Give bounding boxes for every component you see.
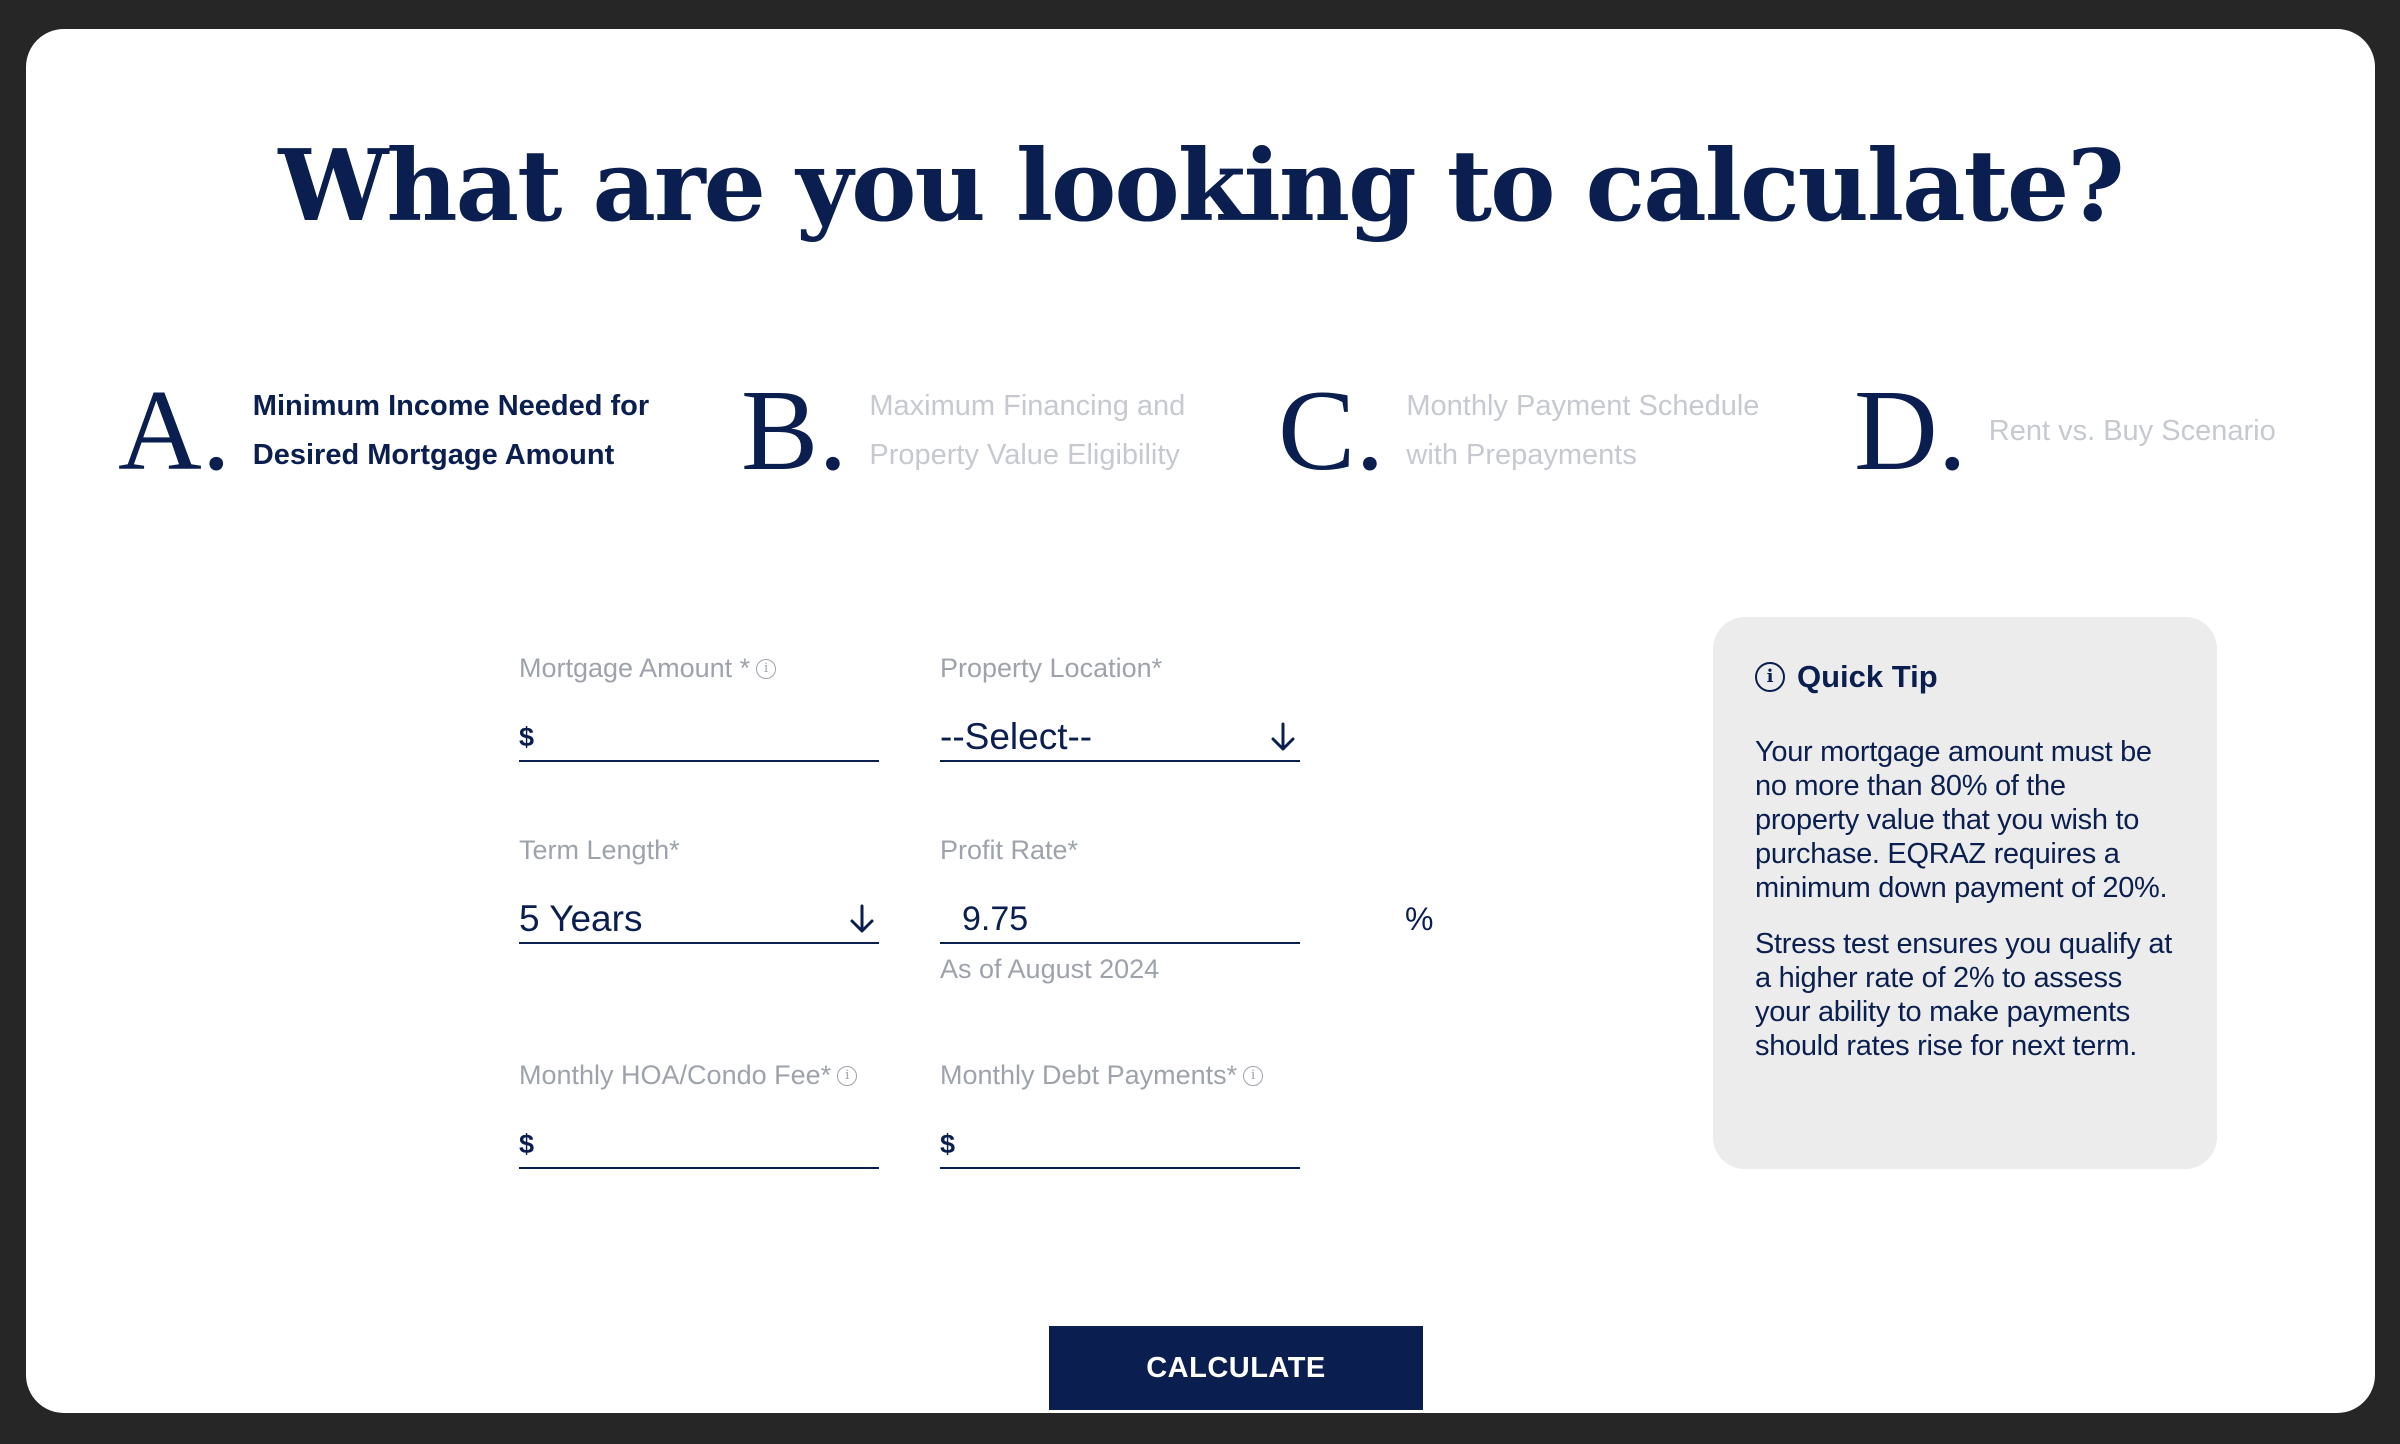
profit-rate-control — [940, 896, 1434, 944]
mortgage-amount-label-text: Mortgage Amount * — [519, 653, 751, 683]
quick-tip-box — [1713, 617, 2217, 1169]
option-letter: A. — [118, 367, 231, 495]
hoa-fee-field — [519, 1060, 879, 1169]
term-length-field — [519, 835, 879, 944]
info-icon[interactable]: i — [837, 1066, 857, 1086]
property-location-select[interactable] — [940, 714, 1300, 762]
property-location-field — [940, 653, 1300, 762]
mortgage-amount-field — [519, 653, 879, 762]
property-location-label: Property Location* — [940, 653, 1163, 683]
mortgage-amount-label — [519, 653, 879, 684]
hoa-fee-input[interactable] — [534, 1122, 985, 1166]
calculator-card — [26, 29, 2375, 1413]
percent-suffix: % — [1405, 900, 1434, 937]
term-length-label: Term Length* — [519, 835, 680, 865]
term-length-select[interactable] — [519, 896, 879, 944]
option-label: Rent vs. Buy Scenario — [1988, 414, 2276, 447]
quick-tip-paragraph: Your mortgage amount must be no more than 80% of the property value that you wish to purchase. EQRAZ requires a minimum down payment of 20%. — [1755, 736, 2168, 904]
option-a-minimum-income[interactable] — [118, 367, 683, 495]
property-location-value: --Select-- — [940, 716, 1093, 757]
info-icon[interactable]: i — [756, 659, 776, 679]
quick-tip-paragraph: Stress test ensures you qualify at a higher rate of 2% to assess your ability to make payments should rates rise for next term. — [1755, 928, 2172, 1062]
currency-prefix: $ — [519, 1128, 535, 1159]
hoa-fee-label — [519, 1060, 879, 1091]
option-letter: C. — [1278, 367, 1385, 495]
calculate-button[interactable]: CALCULATE — [1049, 1326, 1423, 1410]
arrow-down-icon — [1268, 720, 1298, 754]
term-length-value: 5 Years — [519, 898, 643, 939]
option-letter: D. — [1854, 367, 1967, 495]
quick-tip-title-text: Quick Tip — [1797, 659, 1938, 694]
option-label: Minimum Income Needed for Desired Mortgage Amount — [252, 390, 650, 471]
option-label: Monthly Payment Schedule with Prepayments — [1406, 390, 1760, 471]
profit-rate-input[interactable] — [940, 897, 1405, 941]
option-label: Maximum Financing and Property Value Eligibility — [869, 390, 1186, 471]
option-c-monthly-payment[interactable] — [1278, 367, 1786, 495]
arrow-down-icon — [847, 902, 877, 936]
currency-prefix: $ — [519, 721, 535, 752]
currency-prefix: $ — [940, 1128, 956, 1159]
debt-payments-label-text: Monthly Debt Payments* — [940, 1060, 1238, 1090]
debt-payments-input[interactable] — [955, 1122, 1406, 1166]
debt-payments-field — [940, 1060, 1300, 1169]
quick-tip-title — [1755, 659, 2177, 695]
option-letter: B. — [741, 367, 848, 495]
hoa-fee-control — [519, 1121, 879, 1169]
hoa-fee-label-text: Monthly HOA/Condo Fee* — [519, 1060, 832, 1090]
info-icon[interactable]: i — [1243, 1066, 1263, 1086]
option-d-rent-vs-buy[interactable] — [1854, 367, 2309, 495]
mortgage-amount-control — [519, 714, 879, 762]
mortgage-amount-input[interactable] — [534, 715, 985, 759]
debt-payments-label — [940, 1060, 1300, 1091]
profit-rate-field — [940, 835, 1434, 985]
debt-payments-control — [940, 1121, 1300, 1169]
profit-rate-helper: As of August 2024 — [940, 954, 1160, 984]
option-b-maximum-financing[interactable] — [741, 367, 1249, 495]
profit-rate-label: Profit Rate* — [940, 835, 1079, 865]
info-icon: i — [1755, 662, 1785, 692]
page-title: What are you looking to calculate? — [278, 129, 2123, 244]
